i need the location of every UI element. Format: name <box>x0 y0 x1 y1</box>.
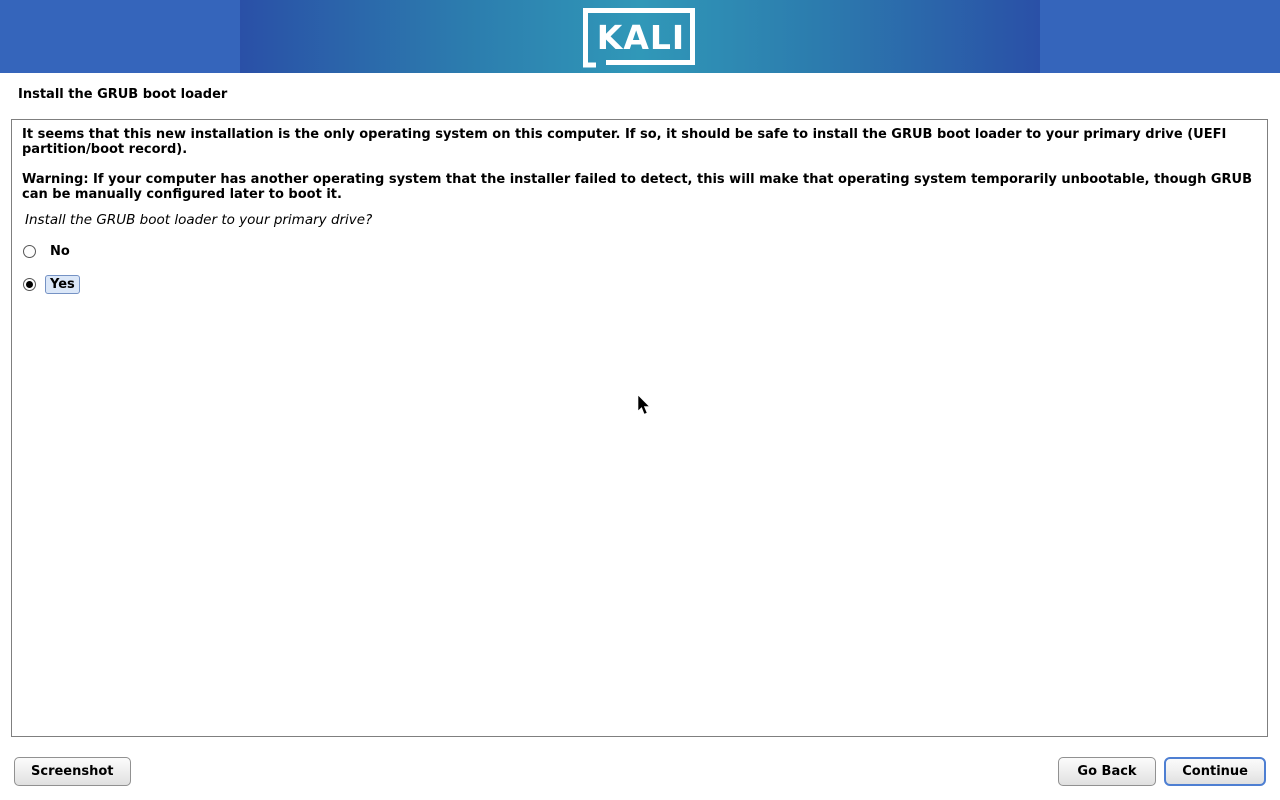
radio-option-label[interactable]: Yes <box>45 275 80 294</box>
grub-info-paragraph: It seems that this new installation is the only operating system on this computer. If so, it should be safe to install the GRUB boot loader to your primary drive (UEFI partition/boot record). <box>22 127 1227 157</box>
grub-dialog-panel <box>11 119 1268 737</box>
continue-button[interactable]: Continue <box>1164 757 1266 786</box>
kali-logo-frame-icon <box>580 5 700 69</box>
screenshot-button[interactable]: Screenshot <box>14 757 131 786</box>
grub-question-label: Install the GRUB boot loader to your primary drive? <box>25 212 373 228</box>
installer-banner <box>0 0 1280 73</box>
kali-logo <box>580 5 700 69</box>
kali-logo-text: KALI <box>596 18 686 57</box>
go-back-button[interactable]: Go Back <box>1058 757 1156 786</box>
radio-option-label[interactable]: No <box>50 244 70 259</box>
page-title: Install the GRUB boot loader <box>18 87 228 102</box>
radio-option-no[interactable] <box>23 242 1257 261</box>
radio-button-icon[interactable] <box>23 278 36 291</box>
radio-option-yes[interactable] <box>23 275 1257 294</box>
radio-button-icon[interactable] <box>23 245 36 258</box>
grub-warning-paragraph: Warning: If your computer has another operating system that the installer failed to detect, this will make that operating system temporarily unbootable, though GRUB can be manually configured later to boot it. <box>22 172 1252 202</box>
